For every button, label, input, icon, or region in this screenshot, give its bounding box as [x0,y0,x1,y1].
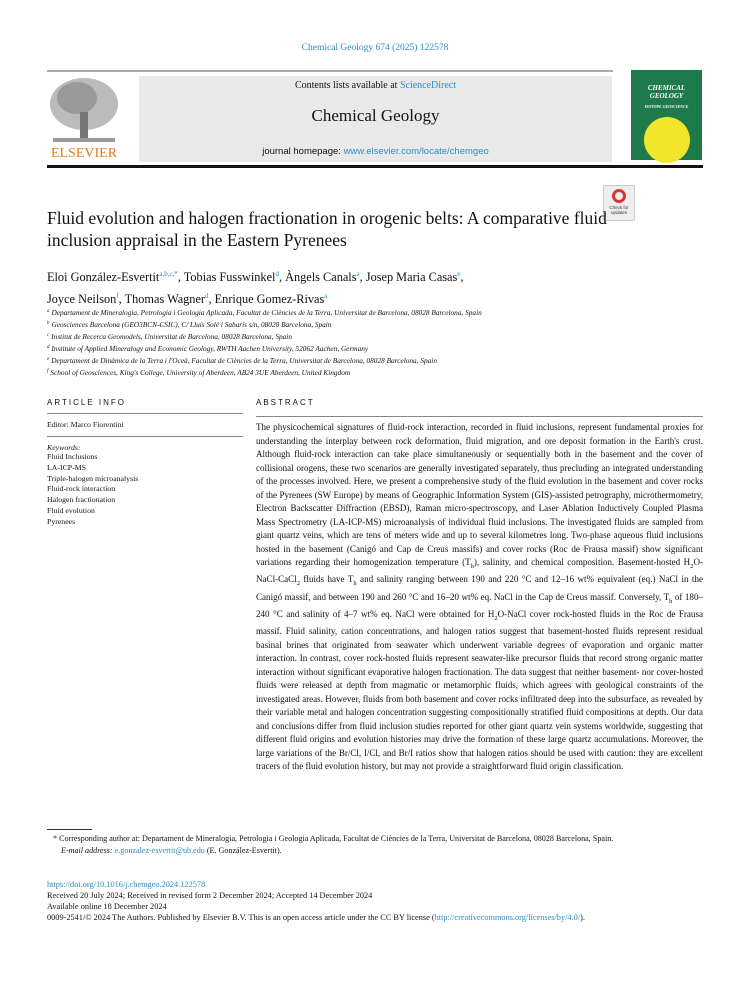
divider [47,436,243,437]
affiliation-marker[interactable]: e [457,270,461,278]
homepage-line [139,146,612,157]
subscript: h [669,597,673,605]
author[interactable] [47,292,119,306]
editor: Editor: Marco Fiorentini [47,420,124,429]
subscript: 2 [296,580,300,588]
license-link[interactable]: http://creativecommons.org/licenses/by/4.0/ [434,913,581,922]
received-dates: Received 20 July 2024; Received in revised form 2 December 2024; Accepted 14 December 2024 [47,891,373,900]
footnote [47,833,707,856]
doi-link[interactable]: https://doi.org/10.1016/j.chemgeo.2024.122578 [47,880,206,889]
author[interactable] [215,292,328,306]
sciencedirect-link[interactable]: ScienceDirect [399,80,457,91]
abstract-segment: ), salinity, and chemical composition. Basement-hosted H [473,557,691,567]
affiliation-text: Institute of Applied Mineralogy and Economic Geology, RWTH Aachen University, 52062 Aachen, Germany [51,344,369,354]
homepage-link[interactable]: www.elsevier.com/locate/chemgeo [343,146,489,157]
affiliation-marker[interactable]: a [324,292,328,300]
abstract-heading: ABSTRACT [256,398,315,407]
author[interactable] [125,292,209,306]
cover-graphic [644,117,690,163]
article-info [47,398,243,528]
affiliation-key: f [47,369,49,375]
affiliation [47,342,707,354]
author-name: Tobias Fusswinkel [183,270,276,284]
divider [47,70,613,72]
affiliation [47,330,707,342]
contents-line [139,80,612,91]
author[interactable] [184,270,279,284]
affiliation [47,318,707,330]
author-name: Enrique Gomez-Rivas [214,292,325,306]
footnote-divider [47,829,92,830]
cover-title: CHEMICAL GEOLOGY [647,84,686,100]
keyword: Fluid evolution [47,505,95,515]
check-for-updates-button[interactable] [603,185,635,221]
author-name: Thomas Wagner [124,292,206,306]
abstract-segment: of 180–240 °C and salinity of 4–7 wt% eq. NaCl were obtained for H [256,591,704,619]
affiliation-key: d [47,345,50,351]
keyword: LA-ICP-MS [47,462,86,472]
affiliation-key: e [47,357,50,363]
affiliation-marker[interactable]: d [205,292,209,300]
abstract-segment: and salinity ranging between 190 and 220 °C and 12–16 wt% equivalent (eq.) NaCl in the Canigó massif, and between 190 and 260 °C and 16–20 wt% eq. NaCl in the Cap de Creus massif. Conversely, T [256,574,703,602]
affiliation-marker[interactable]: d [275,270,279,278]
contents-label: Contents lists available at [294,80,400,91]
affiliation-marker[interactable]: a,b,c,* [159,270,178,278]
affiliation-text: School of Geosciences, King's College, University of Aberdeen, AB24 3UE Aberdeen, United Kingdom [50,368,351,378]
divider [47,165,703,168]
author-name: Joyce Neilson [47,292,117,306]
abstract-segment: fluids have T [299,574,354,585]
journal-banner [139,76,612,162]
keyword: Halogen fractionation [47,495,116,505]
license-text: 0009-2541/© 2024 The Authors. Published by Elsevier B.V. This is an open access article under the CC BY license ( [47,913,435,922]
publisher-name: ELSEVIER [50,146,118,161]
subscript: h [470,562,474,570]
author[interactable] [47,270,178,284]
affiliation-text: Institut de Recerca Geomodels, Universitat de Barcelona, 08028 Barcelona, Spain [51,332,292,342]
affiliation [47,354,707,366]
author[interactable] [366,270,461,284]
affiliation [47,366,707,378]
online-date: Available online 18 December 2024 [47,902,167,911]
divider [256,416,703,417]
affiliations [47,306,707,379]
homepage-label: journal homepage: [262,146,344,157]
abstract-segment: O-NaCl-CaCl [256,557,703,585]
email-link[interactable]: e.gonzalez-esvertit@ub.edu [114,845,205,855]
divider [47,413,243,414]
abstract-segment: The physicochemical signatures of fluid-rock interaction, recorded in fluid inclusions, represent fundamental proxies for understanding the interplay between rock deformation, fluid migration, and ore deposit formation in the Earth's crust. Although fluid-rock interaction can take place simultaneously or sequentially both in the basement and the cover of collisional orogens, these two scenarios are generally investigated separately, thus precluding an integrated understanding of the processes involved. Here, we present a comprehensive study of the fluid evolution in the basement and cover rocks of the Pyrenees (SW Europe) by means of Geographic Information System (GIS)-assisted petrography, microthermometry, Electron Backscatter Diffraction (EBSD), Raman micro-spectroscopy, and Laser Ablation Inductively Coupled Plasma Mass Spectrometry (LA-ICP-MS) microanalysis of individual fluid inclusions. The investigated fluids are sampled from giant quartz veins, which are tens of meters wide and up to several kilometres long. Two-phase aqueous fluid inclusions hosted in the basement (Canigó and Cap de Creus massifs) and cover rocks (Roc de Frausa massif) show significant variations regarding their homogenization temperature (T [256,422,703,567]
corresponding-author: * Corresponding author at: Departament de Mineralogia, Petrologia i Geologia Aplicada, Facultat de Ciències de la Terra, Universitat de Barcelona, 08028 Barcelona, Spain. [53,834,614,843]
subscript: 2 [690,562,694,570]
author-list: Eloi González-Esvertit$^{a,b,c,*}$, Tobias Fusswinkel$^d$, Àngels Canals$^a$, Josep Maria Casas$^e$, Joyce Neilson$^f$, Thomas Wagner$^d$, Enrique Gomez-Rivas$^a$ [47,270,464,306]
author-name: Àngels Canals [285,270,357,284]
affiliation-marker[interactable]: a [356,270,360,278]
check-updates-icon [612,189,626,203]
check-updates-label: Check for updates [609,205,629,215]
abstract-segment: O-NaCl cover rock-hosted fluids in the Roc de Frausa massif. Fluid salinity, cation concentrations, and halogen ratios suggest that basement-hosted fluids represent residual basinal brines that originated from seawater which underwent variable degrees of evaporation and organic matter interaction. In contrast, cover rock-hosted fluids represent seawater-like precursor fluids that record strong organic matter interaction without significant evaporative halogen fractionation. The data suggest that neither basement- nor cover-hosted fluids were released at depth from magmatic or metamorphic fluids, which agrees with geological constraints of the investigated areas. However, fluids from both basement and cover rocks infiltrated deep into the subsurface, as revealed by their variable metal and halogen concentration suggesting compositionally stratified fluid compositions at depth. Our data and conclusions differ from fluid inclusion studies reported for other giant quartz vein systems worldwide, suggesting that different fluid origins and evolution histories may drive the formation of these large quartz accumulations. Moreover, the large variations of the Br/Cl, I/Cl, and Br/I ratios show that halogen ratios should be used with caution: they are excellent tracers of the fluid evolution history, but may not provide a straightforward fluid origin classification. [256,608,703,772]
affiliation-text: Departament de Dinàmica de la Terra i l'Oceà, Facultat de Ciències de la Terra, Universitat de Barcelona, 08028 Barcelona, Spain [51,356,437,366]
elsevier-logo [47,76,121,162]
affiliation-key: c [47,333,50,339]
affiliation-text: Geosciences Barcelona (GEO3BCN-CSIC), C/ Lluís Solé i Sabarís s/n, 08028 Barcelona, Spain [51,320,332,330]
keywords-list [47,452,243,528]
keyword: Triple-halogen microanalysis [47,473,139,483]
subscript: h [353,580,357,588]
keyword: Fluid-rock interaction [47,484,116,494]
affiliation [47,306,707,318]
keyword: Pyrenees [47,516,76,526]
subscript: 2 [494,614,498,622]
journal-reference[interactable]: Chemical Geology 674 (2025) 122578 [301,43,449,53]
affiliation-key: b [47,321,50,327]
article-title: Fluid evolution and halogen fractionation in orogenic belts: A comparative fluid inclusion appraisal in the Eastern Pyrenees [47,208,607,250]
author-name: Josep Maria Casas [365,270,458,284]
cover-subtitle: ISOTOPE GEOSCIENCE [644,104,689,109]
journal-cover[interactable] [631,70,702,160]
author-name: Eloi González-Esvertit [47,270,160,284]
article-info-heading: ARTICLE INFO [47,398,126,407]
keywords-label: Keywords: [47,443,81,452]
abstract-section [256,398,703,774]
abstract-text [256,421,703,774]
journal-name: Chemical Geology [311,106,440,125]
email-label: E-mail address: [61,845,115,855]
affiliation-key: a [47,309,50,314]
author[interactable] [285,270,360,284]
email-owner: (E. González-Esvertit). [204,845,282,855]
publication-info [47,879,707,923]
keyword: Fluid Inclusions [47,452,98,461]
license-suffix: ). [580,913,585,922]
affiliation-marker[interactable]: f [116,292,119,300]
affiliation-text: Departament de Mineralogia, Petrologia i Geologia Aplicada, Facultat de Ciències de la Terra, Universitat de Barcelona, 08028 Barcelona, Spain [51,308,482,317]
